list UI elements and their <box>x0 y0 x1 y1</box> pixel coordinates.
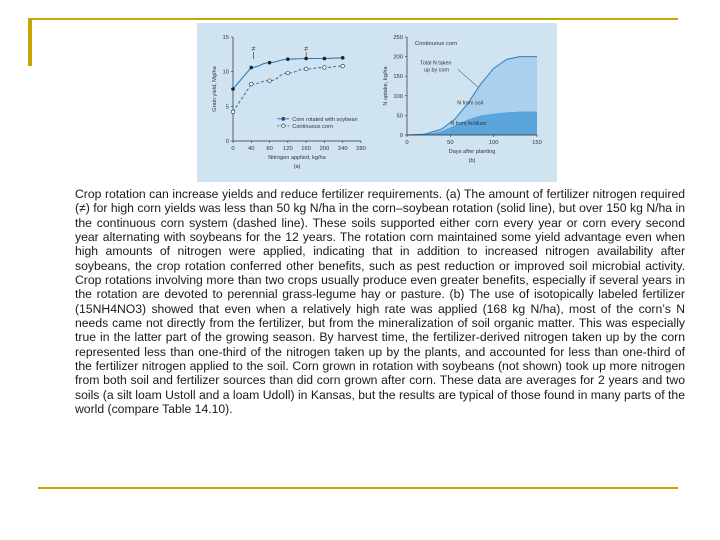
panel-b-y-axis-label: N uptake, kg/ha <box>383 66 389 106</box>
panel-a-x-tick-label: 160 <box>301 146 311 152</box>
legend-rotation-label: Corn rotated with soybean <box>292 116 358 123</box>
continuous-data-point <box>341 64 345 68</box>
panel-a-y-tick-label: 10 <box>222 69 229 76</box>
nitrogen-figure <box>197 23 557 182</box>
figure-panel <box>197 23 557 182</box>
continuous-data-point <box>323 66 327 70</box>
rotation-data-point <box>249 66 253 70</box>
panel-b-y-tick-label: 150 <box>393 74 403 81</box>
panel-a-label: (a) <box>293 164 301 170</box>
panel-a-x-tick-label: 240 <box>337 146 348 152</box>
continuous-data-point <box>304 67 308 71</box>
slide-accent-top <box>28 18 678 20</box>
fertilizer-area-label: N from fertilizer <box>450 121 487 128</box>
panel-a-y-tick-label: 0 <box>225 139 229 145</box>
panel-a-x-tick-label: 120 <box>283 146 293 152</box>
rotation-curve-start <box>233 68 251 89</box>
figure-caption: Crop rotation can increase yields and reduce fertilizer requirements. (a) The amount of fertilizer nitrogen required (≠) for high corn yields was less than 50 kg N/ha in the corn–soybean rotation (solid line), but over 150 kg N/ha in the continuous corn system (dashed line). These soils supported either corn every year or corn every second year alternating with soybeans for the 12 years. The rotation corn maintained some yield advantage even when high amounts of nitrogen were applied, indicating that in addition to increased nitrogen availability after soybeans, the crop rotation conferred other benefits, such as pest reduction or improved soil microbial activity. Crop rotations involving more than two crops usually produce even greater benefits, especially if several years in the rotation are devoted to perennial grass-legume hay or pasture. (b) The use of isotopically labeled fertilizer (15NH4NO3) showed that even when a relatively high rate was applied (168 kg N/ha), most of the corn’s N needs came not directly from the fertilizer, but from the mineralization of soil organic matter. This was especially true in the latter part of the growing season. By harvest time, the fertilizer-derived nitrogen taken up by the corn represented less than one-third of the nitrogen taken up by the plants, and accounted for less than one-third of the fertilizer nitrogen applied to the soil. Corn grown in rotation with soybeans (not shown) took up more nitrogen from both soil and fertilizer sources than did corn grown after corn. These data are averages for 2 years and two soils (a silt loam Ustoll and a loam Udoll) in Kansas, but the results are typical of those found in many parts of the world (compare Table 14.10). <box>75 187 685 417</box>
continuous-data-point <box>249 82 253 86</box>
rotation-data-point <box>286 57 290 61</box>
panel-b-x-tick-label: 0 <box>405 140 409 146</box>
panel-a-x-axis-label: Nitrogen applied, kg/ha <box>268 155 326 161</box>
panel-b-x-axis-label: Days after planting <box>448 149 496 155</box>
panel-a-y-tick-label: 15 <box>222 35 229 41</box>
rotation-data-point <box>341 56 345 60</box>
legend-continuous-marker <box>281 124 285 128</box>
slide-accent-bottom <box>38 487 678 489</box>
panel-b-y-tick-label: 250 <box>393 35 403 41</box>
optimum-n-symbol: ≠ <box>304 45 309 53</box>
continuous-curve <box>251 66 342 84</box>
total-uptake-label-line1: Total N taken <box>420 60 452 67</box>
rotation-data-point <box>268 61 272 65</box>
panel-b-y-tick-label: 200 <box>393 54 403 61</box>
panel-b-x-tick-label: 50 <box>447 140 454 146</box>
panel-a-x-tick-label: 280 <box>356 146 366 152</box>
soil-area-label: N from soil <box>457 100 484 107</box>
continuous-curve-start <box>233 84 251 112</box>
panel-b-label: (b) <box>468 158 476 164</box>
continuous-data-point <box>268 79 272 83</box>
panel-b-y-tick-label: 100 <box>393 93 403 100</box>
rotation-data-point <box>323 57 327 61</box>
panel-a-x-tick-label: 40 <box>248 146 255 152</box>
rotation-curve <box>251 58 342 68</box>
panel-b-x-tick-label: 150 <box>532 140 542 146</box>
panel-a-y-tick-label: 5 <box>225 104 229 111</box>
panel-b-x-tick-label: 100 <box>488 140 499 146</box>
panel-b-y-tick-label: 0 <box>399 133 403 139</box>
continuous-data-point <box>286 71 290 75</box>
slide-accent-vertical <box>28 18 32 66</box>
optimum-n-symbol: ≠ <box>251 45 256 53</box>
panel-b-y-tick-label: 50 <box>396 113 403 120</box>
legend-continuous-label: Continuous corn <box>292 123 334 130</box>
panel-a-x-tick-label: 80 <box>266 146 273 152</box>
total-uptake-leader <box>458 69 478 87</box>
panel-a-y-axis-label: Grain yield, Mg/ha <box>212 66 218 112</box>
rotation-data-point <box>231 87 235 91</box>
total-uptake-label-line2: up by corn <box>424 67 450 74</box>
panel-a-x-tick-label: 0 <box>231 146 235 152</box>
continuous-data-point <box>231 110 235 114</box>
panel-b-title: Continuous corn <box>415 41 458 47</box>
panel-a-x-tick-label: 200 <box>319 146 330 152</box>
